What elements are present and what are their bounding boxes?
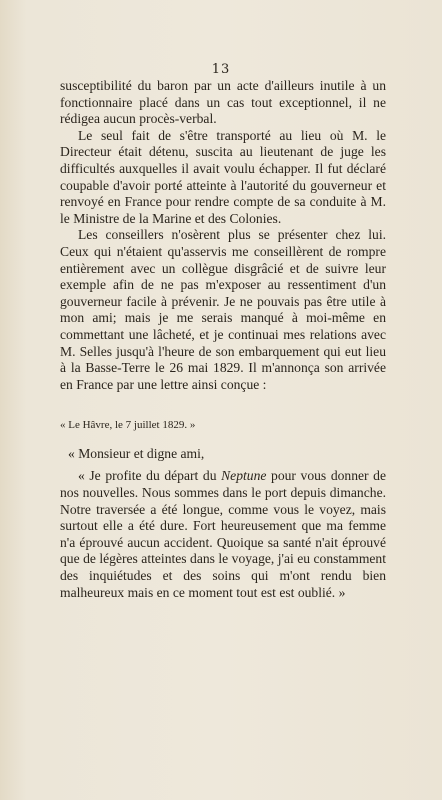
paragraph-3: Les conseillers n'osèrent plus se présenter chez lui. Ceux qui n'étaient qu'asservis me conseillèrent de rompre entièrement avec un collègue disgrâcié et de suivre leur exemple afin de ne pas m'exposer au ressentiment d'un gouverneur facile à prévenir. Je ne pouvais pas être utile à mon ami; mais je me serais manqué à moi-même en commettant une lâcheté, et je continuai mes relations avec M. Selles jusqu'à l'heure de son embarquement qui eut lieu à la Basse-Terre le 26 mai 1829. Il m'annonça son arrivée en France par une lettre ainsi conçue : [60, 227, 386, 392]
letter-text-rest: pour vous donner de nos nouvelles. Nous sommes dans le port depuis dimanche. Notre traversée a été longue, comme vous le voyez, mais surtout elle a été dure. Fort heureusement que ma femme n'a éprouvé aucun accident. Quoique sa santé n'ait éprouvé que de légères atteintes dans le voyage, j'ai eu constamment des inquiétudes et des soins qui m'ont rendu bien malheureux mais en ce moment tout est est oublié. » [60, 468, 386, 600]
page-number: 13 [211, 62, 231, 77]
letter-dateline: « Le Hâvre, le 7 juillet 1829. » [60, 419, 196, 432]
ship-name: Neptune [221, 468, 267, 484]
page-text [60, 78, 386, 601]
paragraph-1: susceptibilité du baron par un acte d'ailleurs inutile à un fonctionnaire placé dans un cas tout exceptionnel, il ne rédigea aucun procès-verbal. [60, 78, 386, 127]
paragraph-2: Le seul fait de s'être transporté au lieu où M. le Directeur était détenu, suscita au lieutenant de juge les difficultés auxquelles il avait voulu échapper. Il fut déclaré coupable d'avoir porté atteinte à l'autorité du gouverneur et renvoyé en France pour rendre compte de sa conduite à M. le Ministre de la Marine et des Colonies. [60, 127, 386, 226]
letter-salutation: « Monsieur et digne ami, [68, 445, 205, 461]
letter-body [60, 468, 386, 601]
letter-text-start: « Je profite du départ du [78, 468, 222, 484]
